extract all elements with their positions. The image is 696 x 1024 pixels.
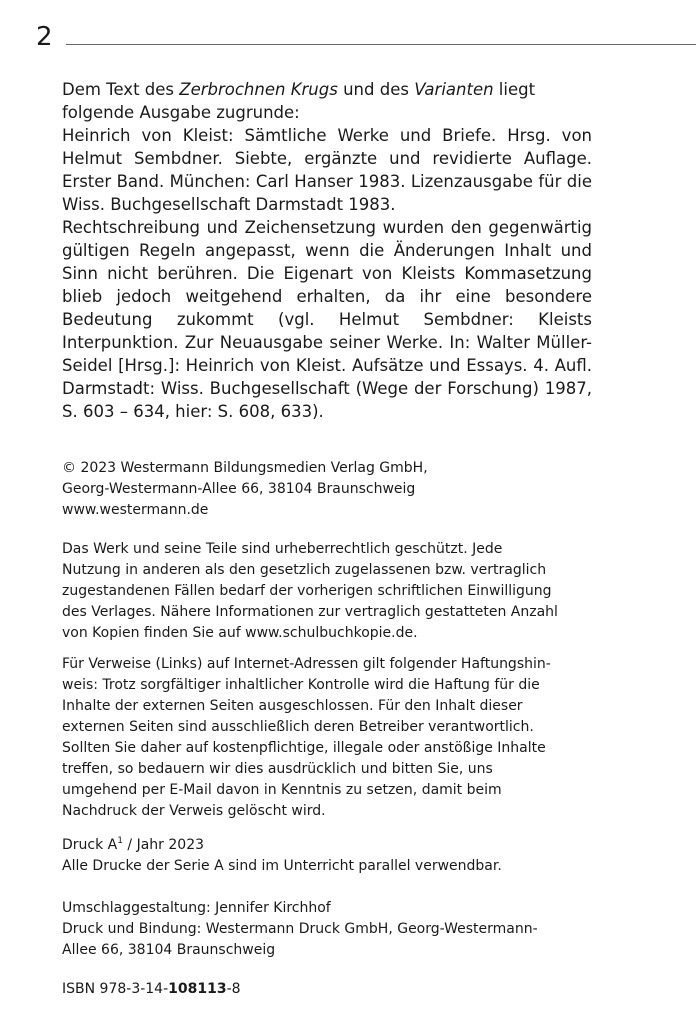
credits-line: Druck und Bindung: Westermann Druck GmbH, Georg-Westermann- xyxy=(62,921,538,937)
liability-line: externen Seiten sind ausschließlich deren Betreiber verantwortlich. xyxy=(62,719,534,735)
credits-line: Umschlaggestaltung: Jennifer Kirchhof xyxy=(62,900,331,916)
print-block xyxy=(62,835,622,877)
liability-line: weis: Trotz sorgfältiger inhaltlicher Kontrolle wird die Haftung für die xyxy=(62,677,540,693)
header-rule xyxy=(66,44,696,45)
text-basis-section xyxy=(62,78,592,423)
print-edition: Druck $A^1$ / Jahr 2023 xyxy=(62,836,205,853)
copyright-line: zugestandenen Fällen bedarf der vorherigen schriftlichen Einwilligung xyxy=(62,583,552,599)
isbn-block xyxy=(62,979,622,1000)
liability-line: Sollten Sie daher auf kostenpflichtige, illegale oder anstößige Inhalte xyxy=(62,740,546,756)
print-series-note: Alle Drucke der Serie A sind im Unterricht parallel verwendbar. xyxy=(62,858,502,874)
basis-intro: Dem Text des Zerbrochnen Krugs und des Varianten liegt folgende Ausgabe zugrunde: xyxy=(62,80,536,122)
copyright-line: Nutzung in anderen als den gesetzlich zugelassenen bzw. vertraglich xyxy=(62,562,547,578)
title-zerbrochner-krug: Zerbrochnen Krugs xyxy=(179,80,338,99)
publisher-block xyxy=(62,458,622,521)
liability-line: umgehend per E-Mail davon in Kenntnis zu setzen, damit beim xyxy=(62,782,502,798)
basis-orthography: Rechtschreibung und Zeichensetzung wurden den gegenwärtig gültigen Regeln angepasst, wenn die Änderungen Inhalt und Sinn nicht berühren. Die Eigenart von Kleists Kommasetzung blieb jedoch weitgehend erhalten, da ihr eine besondere Bedeutung zukommt (vgl. Helmut Sembdner: Kleists Interpunktion. Zur Neuausgabe seiner Werke. In: Walter Müller-Seidel [Hrsg.]: Heinrich von Kleist. Aufsätze und Essays. 4. Aufl. Darmstadt: Wiss. Buchgesellschaft (Wege der Forschung) 1987, S. 603 – 634, hier: S. 608, 633). xyxy=(62,218,592,421)
page-number: 2 xyxy=(36,22,53,52)
basis-source: Heinrich von Kleist: Sämtliche Werke und Briefe. Hrsg. von Helmut Sembdner. Siebte, ergänzte und revidierte Auflage. Erster Band. München: Carl Hanser 1983. Lizenzausgabe für die Wiss. Buchgesellschaft Darmstadt 1983. xyxy=(62,126,592,214)
isbn: ISBN 978-3-14-108113-8 xyxy=(62,981,241,997)
copyright-line: von Kopien finden Sie auf www.schulbuchkopie.de. xyxy=(62,625,418,641)
isbn-bold-part: 108113 xyxy=(168,981,227,997)
publisher-line: Georg-Westermann-Allee 66, 38104 Braunschweig xyxy=(62,481,416,497)
copyright-line: Das Werk und seine Teile sind urheberrechtlich geschützt. Jede xyxy=(62,541,503,557)
liability-block xyxy=(62,654,622,822)
copyright-block xyxy=(62,539,622,644)
credits-block xyxy=(62,898,622,961)
title-varianten: Varianten xyxy=(414,80,494,99)
liability-line: Nachdruck der Verweis gelöscht wird. xyxy=(62,803,326,819)
credits-line: Allee 66, 38104 Braunschweig xyxy=(62,942,276,958)
liability-line: Inhalte der externen Seiten ausgeschlossen. Für den Inhalt dieser xyxy=(62,698,523,714)
print-superscript: 1 xyxy=(117,836,123,846)
liability-line: Für Verweise (Links) auf Internet-Adressen gilt folgender Haftungshin- xyxy=(62,656,551,672)
copyright-line: des Verlages. Nähere Informationen zur vertraglich gestatteten Anzahl xyxy=(62,604,558,620)
publisher-line: © 2023 Westermann Bildungsmedien Verlag GmbH, xyxy=(62,460,428,476)
liability-line: treffen, so bedauern wir dies ausdrücklich und bitten Sie, uns xyxy=(62,761,493,777)
publisher-url: www.westermann.de xyxy=(62,502,209,518)
